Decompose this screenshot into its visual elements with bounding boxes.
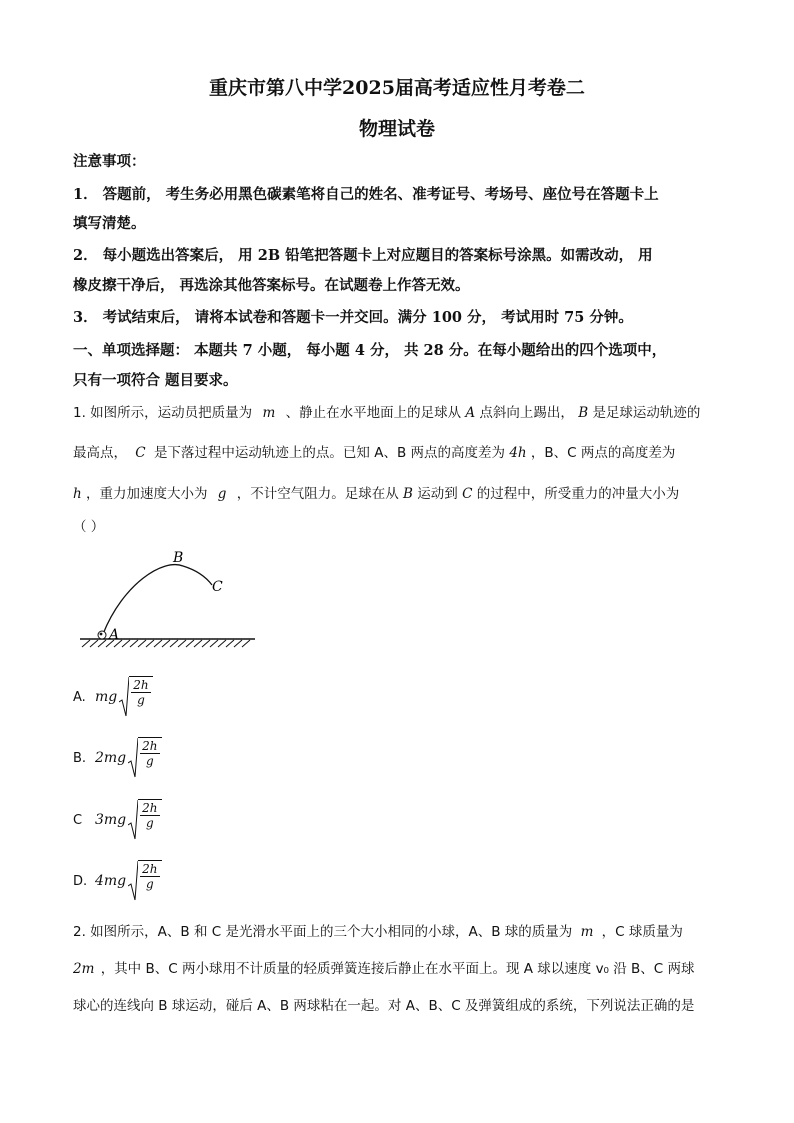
q1-symbol-4h: 4h xyxy=(509,445,527,461)
fraction-numerator: 2h xyxy=(133,678,149,692)
trajectory-curve xyxy=(103,565,212,634)
radical-sign-icon xyxy=(128,737,138,779)
q1-symbol-g: g xyxy=(217,486,227,502)
option-coefficient: 4mg xyxy=(95,873,127,889)
notice-item-1-line-2: 填写清楚。 xyxy=(73,215,146,232)
section-heading-line-1: 一、单项选择题： 本题共 7 小题， 每小题 4 分， 共 28 分。在每小题给出的四个选项中， xyxy=(73,342,667,359)
q1-symbol-a: A xyxy=(465,405,476,421)
fraction-denominator: g xyxy=(146,816,154,830)
page-subtitle: 物理试卷 xyxy=(358,118,435,140)
q1-line-3 xyxy=(73,482,679,502)
sqrt-expression xyxy=(128,737,161,779)
q1-text: ，B、C 两点的高度差为 xyxy=(530,445,676,461)
q1-symbol-h: h xyxy=(73,486,82,502)
q1-option-c[interactable] xyxy=(73,799,162,841)
option-coefficient: 2mg xyxy=(95,750,127,766)
page-title: 重庆市第八中学2025届高考适应性月考卷二 xyxy=(209,77,585,99)
notice-item-2-line-2: 橡皮擦干净后， 再选涂其他答案标号。在试题卷上作答无效。 xyxy=(73,277,470,294)
q2-text: ，C 球质量为 xyxy=(601,924,683,940)
ground-hatching xyxy=(82,640,250,647)
q1-text: 的过程中，所受重力的冲量大小为 xyxy=(476,486,680,502)
q2-text: 2. 如图所示，A、B 和 C 是光滑水平面上的三个大小相同的小球，A、B 球的质量为 xyxy=(73,924,573,940)
q1-option-d[interactable] xyxy=(73,860,162,902)
option-coefficient: mg xyxy=(95,689,118,705)
q1-symbol-c: C xyxy=(135,445,146,461)
option-label: A. xyxy=(73,689,86,705)
ball-icon xyxy=(98,631,106,639)
q2-symbol-2m: 2m xyxy=(73,961,95,977)
q1-trajectory-figure xyxy=(78,544,258,654)
radical-sign-icon xyxy=(128,860,138,902)
option-label: D. xyxy=(73,873,88,889)
q1-text: 是下落过程中运动轨迹上的点。已知 A、B 两点的高度差为 xyxy=(153,445,506,461)
sqrt-expression xyxy=(128,799,161,841)
q2-line-2 xyxy=(73,957,695,977)
option-coefficient: 3mg xyxy=(95,812,127,828)
q1-option-a[interactable] xyxy=(73,676,153,718)
q1-line-2 xyxy=(73,441,675,461)
q1-text: 1. 如图所示，运动员把质量为 xyxy=(73,405,253,421)
q1-line-1 xyxy=(73,401,700,421)
notice-item-1-line-1: 1． 答题前， 考生务必用黑色碳素笔将自己的姓名、准考证号、考场号、座位号在答题卡上 xyxy=(73,186,659,203)
q1-symbol-b: B xyxy=(403,486,413,502)
section-heading-line-2: 只有一项符合 题目要求。 xyxy=(73,372,238,389)
notice-heading: 注意事项： xyxy=(73,153,146,170)
radical-sign-icon xyxy=(128,799,138,841)
q2-line-1 xyxy=(73,920,683,940)
radical-sign-icon xyxy=(119,676,129,718)
q1-symbol-m: m xyxy=(262,405,276,421)
sqrt-expression xyxy=(128,860,161,902)
q1-text: ，重力加速度大小为 xyxy=(86,486,208,502)
q1-symbol-c: C xyxy=(462,486,473,502)
q2-symbol-m: m xyxy=(580,924,594,940)
fraction-numerator: 2h xyxy=(142,739,158,753)
fraction-denominator: g xyxy=(146,877,154,891)
fraction-denominator: g xyxy=(137,693,145,707)
q1-text: 是足球运动轨迹的 xyxy=(592,405,701,421)
option-label: B. xyxy=(73,750,87,766)
notice-item-3: 3． 考试结束后， 请将本试卷和答题卡一并交回。满分 100 分， 考试用时 75 分钟。 xyxy=(73,309,633,326)
q1-text: 最高点， xyxy=(73,445,127,461)
q1-text: 运动到 xyxy=(417,486,458,502)
q1-option-b[interactable] xyxy=(73,737,162,779)
label-c: C xyxy=(212,579,223,595)
q2-text: ，其中 B、C 两小球用不计质量的轻质弹簧连接后静止在水平面上。现 A 球以速度 v₀ 沿 B、C 两球 xyxy=(100,961,695,977)
notice-item-2-line-1: 2． 每小题选出答案后， 用 2B 铅笔把答题卡上对应题目的答案标号涂黑。如需改动， 用 xyxy=(73,247,653,264)
q2-line-3: 球心的连线向 B 球运动，碰后 A、B 两球粘在一起。对 A、B、C 及弹簧组成的系统，下列说法正确的是 xyxy=(73,998,695,1014)
q1-symbol-b: B xyxy=(578,405,589,421)
q1-text: ，不计空气阻力。足球在从 xyxy=(236,486,399,502)
sqrt-expression xyxy=(119,676,152,718)
q1-text: 、静止在水平地面上的足球从 xyxy=(285,405,462,421)
q1-answer-blank: （ ） xyxy=(73,519,105,535)
label-a: A xyxy=(109,627,120,643)
fraction-denominator: g xyxy=(146,754,154,768)
q1-text: 点斜向上踢出， xyxy=(479,405,574,421)
fraction-numerator: 2h xyxy=(142,801,158,815)
fraction-numerator: 2h xyxy=(142,862,158,876)
label-b: B xyxy=(173,550,184,566)
option-label: C xyxy=(73,812,83,828)
